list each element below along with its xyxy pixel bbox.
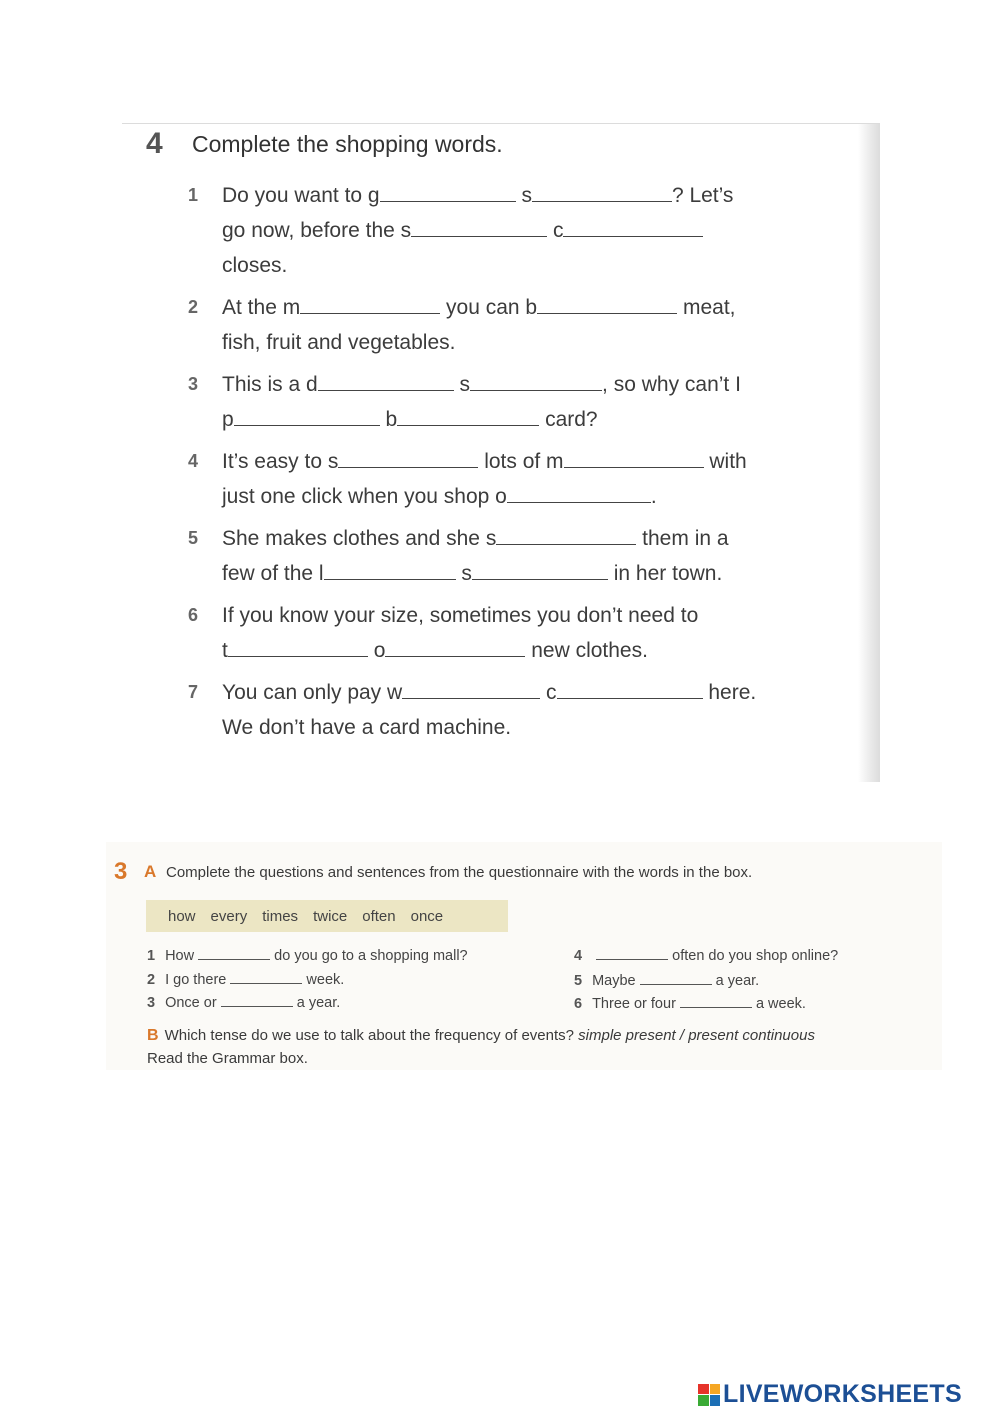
part-b: B Which tense do we use to talk about the frequency of events? simple present / present continuous Read the Grammar box. (147, 1027, 815, 1067)
exercise-item: 5 She makes clothes and she s them in a few of the l s in her town. (188, 527, 729, 585)
answer-blank[interactable] (230, 971, 302, 984)
answer-blank[interactable] (496, 526, 636, 545)
answer-blank[interactable] (338, 449, 478, 468)
exercise-item: 7 You can only pay w c here. We don’t have a card machine. (188, 681, 757, 739)
answer-blank[interactable] (411, 218, 547, 237)
question-item: 2 I go there week. (147, 972, 345, 988)
part-label: B (147, 1027, 159, 1044)
question-item: 6 Three or four a week. (574, 996, 806, 1012)
part-label: A (144, 862, 157, 881)
exercise-number: 4 (146, 127, 163, 160)
answer-blank[interactable] (397, 407, 539, 426)
exercise-4-header (146, 124, 503, 164)
answer-blank[interactable] (221, 994, 293, 1007)
answer-blank[interactable] (385, 638, 525, 657)
question-item: 5 Maybe a year. (574, 973, 760, 989)
answer-blank[interactable] (537, 295, 677, 314)
answer-blank[interactable] (563, 218, 703, 237)
answer-blank[interactable] (472, 561, 608, 580)
question-item: 1 How do you go to a shopping mall? (147, 948, 468, 964)
answer-blank[interactable] (402, 680, 540, 699)
word-option: how (168, 907, 196, 925)
answer-blank[interactable] (470, 372, 602, 391)
exercise-item: 2 At the m you can b meat, fish, fruit and vegetables. (188, 296, 736, 354)
word-option: often (362, 907, 396, 925)
answer-blank[interactable] (564, 449, 704, 468)
exercise-item: 1 Do you want to g s ? Let’s go now, before the s c closes. (188, 184, 734, 277)
answer-blank[interactable] (300, 295, 440, 314)
exercise-number: 3 (114, 858, 128, 885)
tense-options[interactable]: simple present / present continuous (578, 1027, 815, 1044)
answer-blank[interactable] (318, 372, 454, 391)
question-item: 4 often do you shop online? (574, 948, 839, 964)
exercise-item: 4 It’s easy to s lots of m with just one click when you shop o . (188, 450, 747, 508)
answer-blank[interactable] (380, 183, 516, 202)
answer-blank[interactable] (507, 484, 651, 503)
exercise-4-scan (122, 123, 880, 782)
answer-blank[interactable] (532, 183, 672, 202)
answer-blank[interactable] (234, 407, 380, 426)
answer-blank[interactable] (324, 561, 456, 580)
answer-blank[interactable] (596, 947, 668, 960)
word-option: twice (313, 907, 348, 925)
answer-blank[interactable] (198, 947, 270, 960)
exercise-item: 3 This is a d s , so why can’t I p b card? (188, 373, 741, 431)
word-box (146, 900, 508, 932)
page-edge-shadow (858, 124, 880, 782)
exercise-3-header (114, 858, 752, 886)
exercise-title: Complete the shopping words. (192, 130, 503, 157)
word-option: times (262, 907, 299, 925)
liveworksheets-logo (698, 1380, 962, 1409)
answer-blank[interactable] (557, 680, 703, 699)
answer-blank[interactable] (228, 638, 368, 657)
instruction: Complete the questions and sentences from the questionnaire with the words in the box. (166, 863, 753, 881)
exercise-3-scan (106, 842, 942, 1070)
logo-text: LIVEWORKSHEETS (723, 1380, 962, 1408)
word-option: every (210, 907, 248, 925)
logo-mark-icon (698, 1384, 720, 1406)
word-option: once (410, 907, 444, 925)
answer-blank[interactable] (680, 995, 752, 1008)
answer-blank[interactable] (640, 972, 712, 985)
question-item: 3 Once or a year. (147, 995, 341, 1011)
exercise-item: 6 If you know your size, sometimes you don’t need to t o new clothes. (188, 604, 699, 662)
